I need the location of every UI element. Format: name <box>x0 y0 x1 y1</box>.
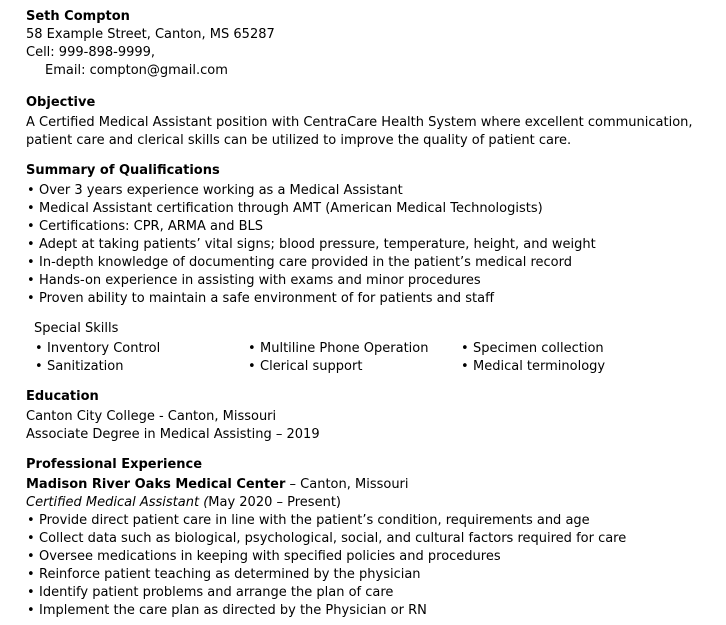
objective-text: A Certified Medical Assistant position with CentraCare Health System where excellent communication, patient care and clerical skills can be utilized to improve the quality of patient care. <box>26 115 693 148</box>
experience-title: Professional Experience <box>26 457 203 472</box>
objective-title: Objective <box>26 95 96 110</box>
candidate-email: Email: compton@gmail.com <box>45 63 228 78</box>
experience-dates: May 2020 – Present) <box>208 495 341 510</box>
skills-list <box>460 340 673 376</box>
special-skills-title: Special Skills <box>34 321 119 336</box>
summary-section <box>26 162 712 308</box>
list-item: • Hands-on experience in assisting with exams and minor procedures <box>26 272 712 290</box>
experience-employer-line <box>26 476 712 494</box>
list-item: • Inventory Control <box>34 340 247 358</box>
list-item: • Implement the care plan as directed by the Physician or RN <box>26 602 712 620</box>
skills-column-3 <box>460 340 673 376</box>
list-item: • Medical terminology <box>460 358 673 376</box>
objective-section <box>26 94 712 150</box>
skills-list <box>34 340 247 376</box>
list-item: • Specimen collection <box>460 340 673 358</box>
experience-location: – Canton, Missouri <box>285 477 409 492</box>
experience-role-line <box>26 494 712 512</box>
education-section <box>26 388 712 444</box>
list-item: • In-depth knowledge of documenting care provided in the patient’s medical record <box>26 254 712 272</box>
education-degree: Associate Degree in Medical Assisting – 2019 <box>26 427 320 442</box>
experience-section <box>26 456 712 620</box>
list-item: • Identify patient problems and arrange the plan of care <box>26 584 712 602</box>
list-item: • Oversee medications in keeping with specified policies and procedures <box>26 548 712 566</box>
experience-list <box>26 512 712 620</box>
education-title: Education <box>26 389 99 404</box>
summary-list <box>26 182 712 308</box>
candidate-address: 58 Example Street, Canton, MS 65287 <box>26 27 275 42</box>
list-item: • Sanitization <box>34 358 247 376</box>
summary-title: Summary of Qualifications <box>26 163 220 178</box>
header-block <box>26 8 712 80</box>
list-item: • Over 3 years experience working as a Medical Assistant <box>26 182 712 200</box>
candidate-name: Seth Compton <box>26 9 130 24</box>
special-skills-section <box>26 320 712 376</box>
candidate-phone: Cell: 999-898-9999, <box>26 45 156 60</box>
skills-column-1 <box>34 340 247 376</box>
list-item: • Adept at taking patients’ vital signs; blood pressure, temperature, height, and weight <box>26 236 712 254</box>
education-school: Canton City College - Canton, Missouri <box>26 409 277 424</box>
experience-role: Certified Medical Assistant ( <box>26 495 209 510</box>
list-item: • Provide direct patient care in line with the patient’s condition, requirements and age <box>26 512 712 530</box>
list-item: • Certifications: CPR, ARMA and BLS <box>26 218 712 236</box>
skills-column-2 <box>247 340 460 376</box>
list-item: • Collect data such as biological, psychological, social, and cultural factors required for care <box>26 530 712 548</box>
list-item: • Reinforce patient teaching as determined by the physician <box>26 566 712 584</box>
experience-employer: Madison River Oaks Medical Center <box>26 477 286 492</box>
skills-list <box>247 340 460 376</box>
list-item: • Multiline Phone Operation <box>247 340 460 358</box>
list-item: • Proven ability to maintain a safe environment of for patients and staff <box>26 290 712 308</box>
list-item: • Medical Assistant certification through AMT (American Medical Technologists) <box>26 200 712 218</box>
list-item: • Clerical support <box>247 358 460 376</box>
special-skills-grid <box>26 340 712 376</box>
